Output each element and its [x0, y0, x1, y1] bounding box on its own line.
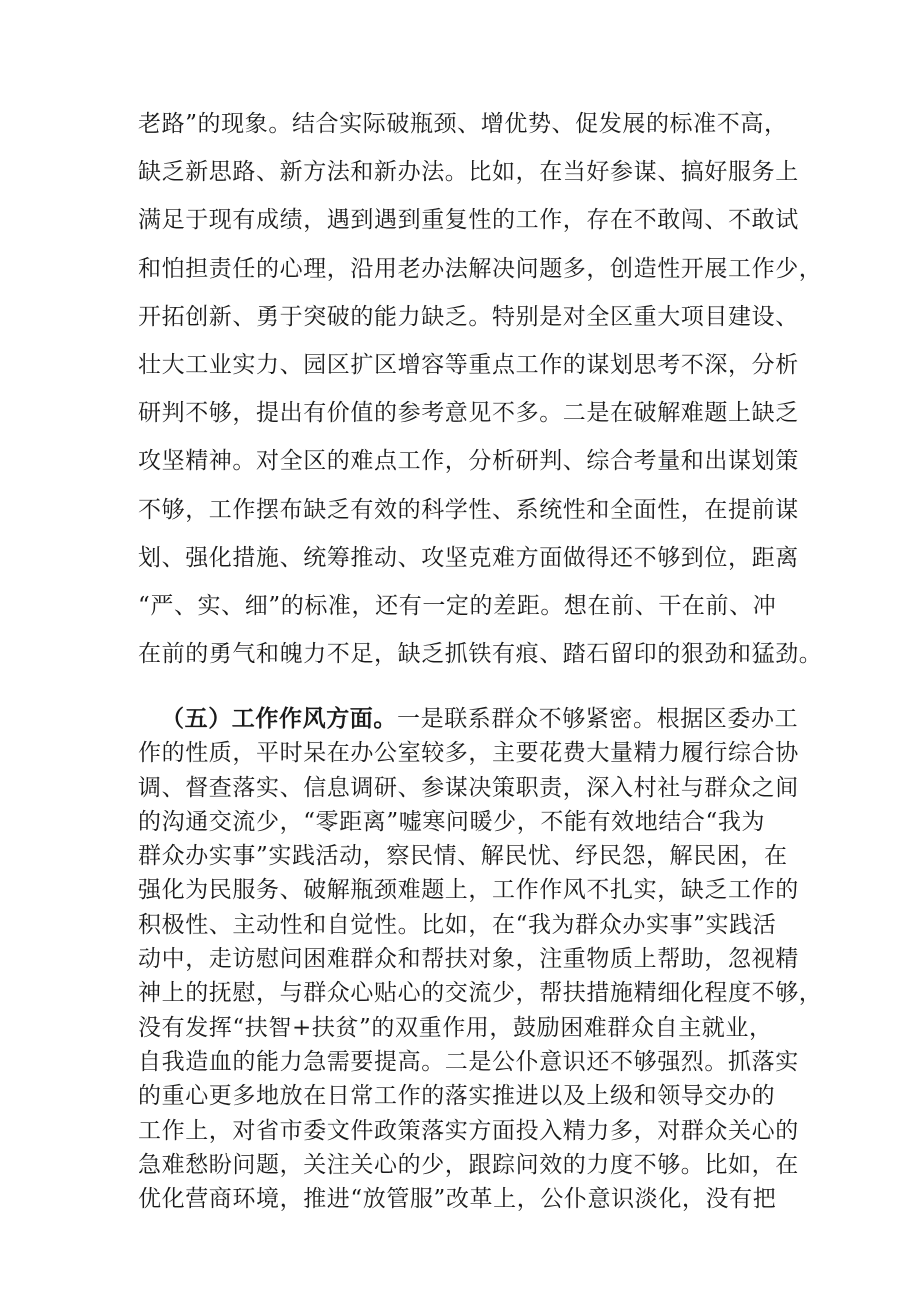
text-line: 积极性、主动性和自觉性。比如，在“我为群众办实事”实践活	[138, 911, 777, 938]
text-line: 作的性质，平时呆在办公室较多，主要花费大量精力履行综合协	[138, 740, 799, 767]
text-line: 急难愁盼问题，关注关心的少，跟踪问效的力度不够。比如，在	[138, 1151, 799, 1178]
text-line: 在前的勇气和魄力不足，缺乏抓铁有痕、踏石留印的狠劲和猛劲。	[138, 641, 823, 668]
text-run: 一是联系群众不够紧密。根据区委办工	[397, 706, 799, 732]
text-line: 划、强化措施、统筹推动、攻坚克难方面做得还不够到位，距离	[138, 544, 799, 571]
text-line: 的重心更多地放在日常工作的落实推进以及上级和领导交办的	[138, 1083, 776, 1110]
text-line: 工作上，对省市委文件政策落实方面投入精力多，对群众关心的	[138, 1117, 799, 1144]
text-line: 群众办实事”实践活动，察民情、解民忧、纾民怨，解民困，在	[138, 843, 788, 870]
text-line: 研判不够，提出有价值的参考意见不多。二是在破解难题上缺乏	[138, 400, 799, 427]
text-line: 神上的抚慰，与群众心贴心的交流少，帮扶措施精细化程度不够，	[138, 980, 823, 1007]
text-line: 开拓创新、勇于突破的能力缺乏。特别是对全区重大项目建设、	[138, 303, 799, 330]
paragraph-work-style	[138, 702, 823, 1216]
text-line: “严、实、细”的标准，还有一定的差距。想在前、干在前、冲	[138, 592, 777, 619]
text-line: 动中，走访慰问困难群众和帮扶对象，注重物质上帮助，忽视精	[138, 946, 799, 973]
section-heading: （五）工作作风方面。	[161, 705, 397, 732]
text-line: 攻坚精神。对全区的难点工作，分析研判、综合考量和出谋划策	[138, 448, 799, 475]
text-line: 调、督查落实、信息调研、参谋决策职责，深入村社与群众之间	[138, 774, 799, 801]
text-line: 优化营商环境，推进“放管服”改革上，公仆意识淡化，没有把	[138, 1186, 777, 1213]
text-line: 不够，工作摆布缺乏有效的科学性、系统性和全面性，在提前谋	[138, 496, 799, 523]
text-line: 自我造血的能力急需要提高。二是公仆意识还不够强烈。抓落实	[138, 1048, 799, 1075]
text-line: 缺乏新思路、新方法和新办法。比如，在当好参谋、搞好服务上	[138, 159, 799, 186]
text-line: 没有发挥“扶智+扶贫”的双重作用，鼓励困难群众自主就业，	[138, 1014, 773, 1041]
text-line: 和怕担责任的心理，沿用老办法解决问题多，创造性开展工作少，	[138, 255, 823, 282]
text-line-first	[138, 702, 798, 736]
text-line: 的沟通交流少，“零距离”嘘寒问暖少，不能有效地结合“我为	[138, 808, 766, 835]
text-line: 壮大工业实力、园区扩区增容等重点工作的谋划思考不深，分析	[138, 351, 799, 378]
paragraph-ideology-innovation	[138, 100, 823, 678]
text-line: 强化为民服务、破解瓶颈难题上，工作作风不扎实，缺乏工作的	[138, 877, 799, 904]
text-line: 满足于现有成绩，遇到遇到重复性的工作，存在不敢闯、不敢试	[138, 207, 799, 234]
text-line: 老路”的现象。结合实际破瓶颈、增优势、促发展的标准不高，	[138, 111, 788, 137]
